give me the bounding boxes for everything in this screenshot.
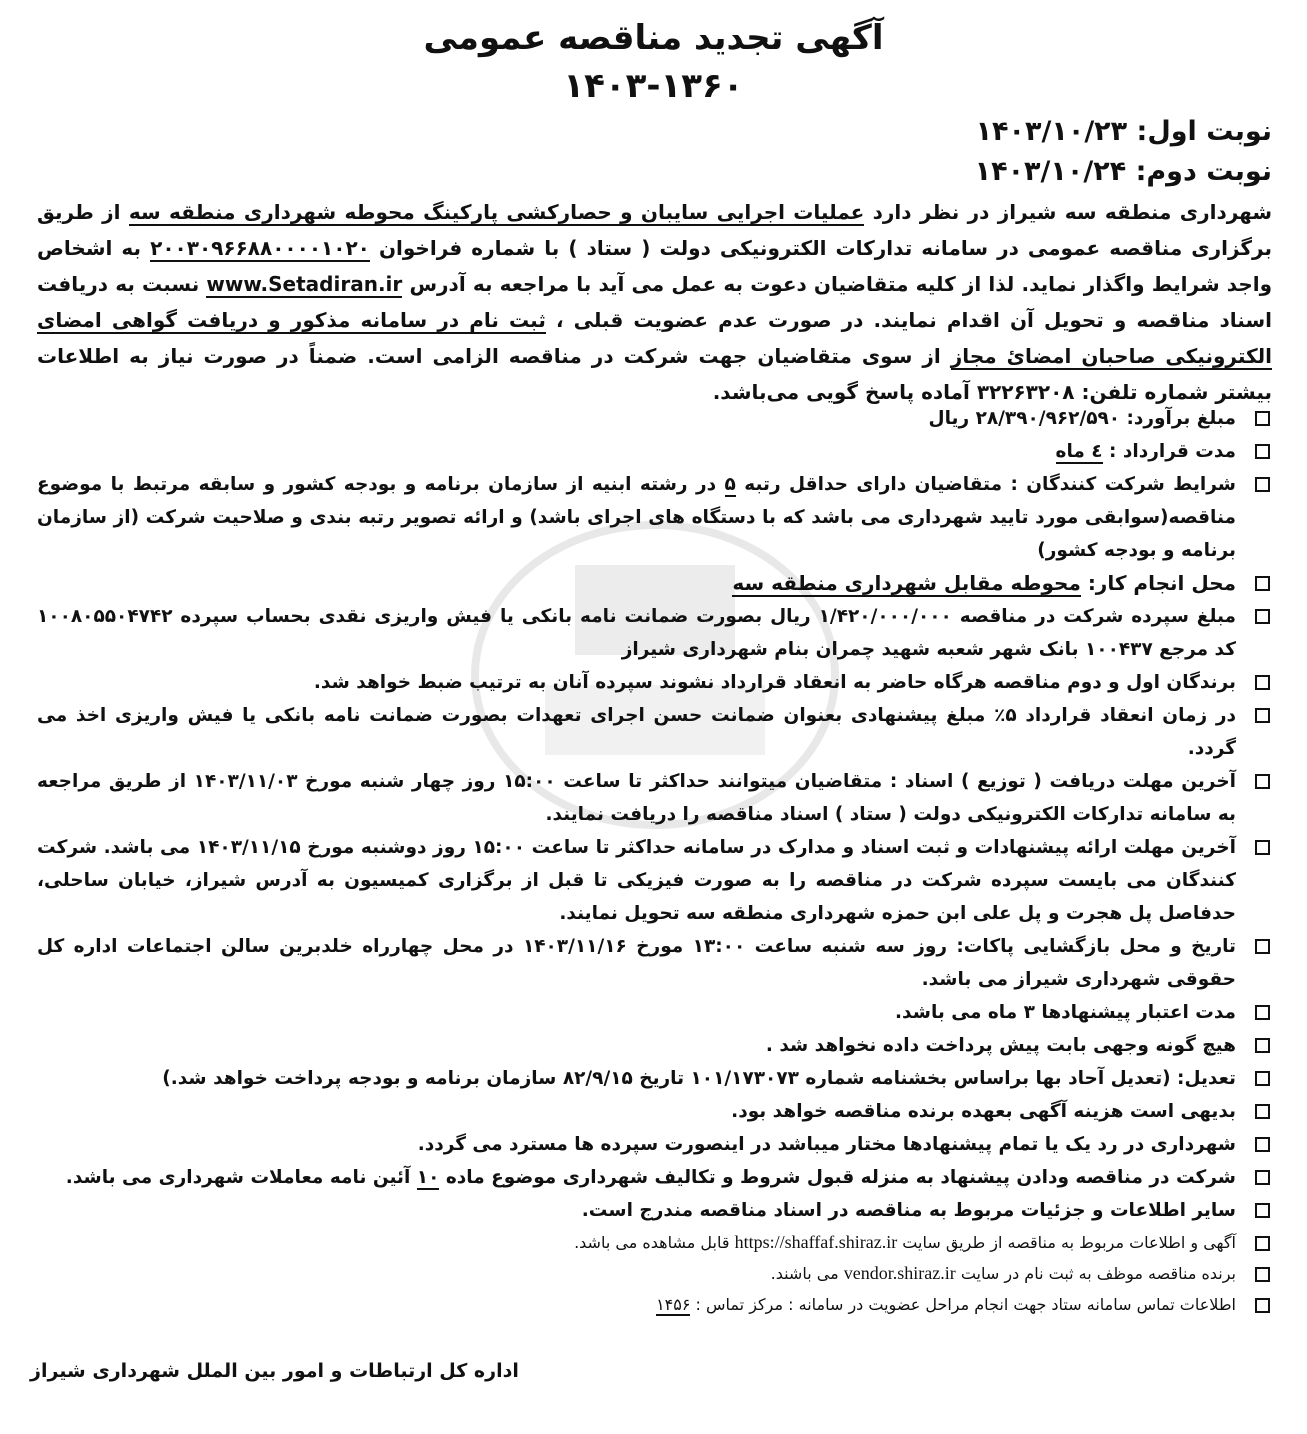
second-publication-value: ۱۴۰۳/۱۰/۲۴ [974,156,1127,187]
deposit-text: مبلغ سپرده شرکت در مناقصه ۱/۴۲۰/۰۰۰/۰۰۰ ریال بصورت ضمانت نامه بانکی یا فیش واریزی نقدی بحساب سپرده ۱۰۰۸۰۵۵۰۴۷۴۲ کد مرجع ۱۰۰۴۳۷ بانک شهر شعبه شهید چمران بنام شهرداری شیراز [37,606,1236,660]
list-item-deposit [37,600,1272,666]
footer-signature: اداره کل ارتباطات و امور بین الملل شهرداری شیراز [30,1360,519,1382]
location-value: محوطه مقابل شهرداری منطقه سه [732,571,1081,595]
conditions-list [37,402,1272,1320]
duration-label: مدت قرارداد : [1109,441,1236,462]
second-publication-date [975,154,1272,190]
checkbox-bullet-icon [1255,774,1270,789]
acceptance-text-1: شرکت در مناقصه ودادن پیشنهاد به منزله قبول شروط و تکالیف شهرداری موضوع ماده [445,1167,1236,1188]
checkbox-bullet-icon [1255,1137,1270,1152]
checkbox-bullet-icon [1255,1170,1270,1185]
guarantee-text: در زمان انعقاد قرارداد ۵٪ مبلغ پیشنهادی بعنوان ضمانت حسن اجرای تعهدات بصورت ضمانت نامه بانکی یا فیش واریزی اخذ می گردد. [37,705,1237,759]
intro-paragraph [37,194,1272,410]
opening-text: تاریخ و محل بازگشایی پاکات: روز سه شنبه ساعت ۱۳:۰۰ مورخ ۱۴۰۳/۱۱/۱۶ در محل چهارراه خلدبرین سالن اجتماعات اداره کل حقوقی شهرداری شیراز می باشد. [37,936,1237,990]
checkbox-bullet-icon [1255,1236,1270,1251]
second-publication-label: نوبت دوم: [1135,156,1272,187]
first-publication-date [976,114,1272,150]
reject-text: شهرداری در رد یک یا تمام پیشنهادها مختار میباشد در اینصورت سپرده ها مسترد می گردد. [417,1134,1236,1155]
first-publication-value: ۱۴۰۳/۱۰/۲۳ [975,116,1128,147]
tender-subject: عملیات اجرایی سایبان و حصارکشی پارکینگ محوطه شهرداری منطقه سه [128,200,865,224]
vendor-text-2: می باشند. [770,1264,839,1283]
checkbox-bullet-icon [1255,609,1270,624]
checkbox-bullet-icon [1255,1267,1270,1282]
checkbox-bullet-icon [1255,1071,1270,1086]
checkbox-bullet-icon [1255,411,1270,426]
article-number: ۱۰ [416,1167,440,1188]
checkbox-bullet-icon [1255,444,1270,459]
list-item-vendor [37,1258,1272,1289]
list-item-ad-cost [37,1095,1272,1128]
contact-text: اطلاعات تماس سامانه ستاد جهت انجام مراحل عضویت در سامانه : مرکز تماس : [695,1295,1236,1314]
registration-requirement: ثبت نام در سامانه مذکور و دریافت گواهی امضای الکترونیکی صاحبان امضائ مجاز [37,308,1273,368]
checkbox-bullet-icon [1255,708,1270,723]
vendor-site-link[interactable]: vendor.shiraz.ir [843,1263,956,1283]
winners-text: برندگان اول و دوم مناقصه هرگاه حاضر به انعقاد قرارداد نشوند سپرده آنان به ترتیب ضبط خواهد شد. [313,672,1236,693]
list-item-opening [37,930,1272,996]
checkbox-bullet-icon [1255,840,1270,855]
checkbox-bullet-icon [1255,1203,1270,1218]
submit-deadline-text: آخرین مهلت ارائه پیشنهادات و ثبت اسناد و مدارک در سامانه حداکثر تا ساعت ۱۵:۰۰ روز دوشنبه مورخ ۱۴۰۳/۱۱/۱۵ می باشد. شرکت کنندگان می بایست سپرده شرکت در مناقصه را به صورت فیزیکی تا قبل از برگزاری کمیسیون به آدرس شیراز، خیابان ساحلی، حدفاصل پل هجرت و پل علی ابن حمزه شهرداری منطقه سه تحویل نمایند. [37,837,1236,924]
site-text-1: آگهی و اطلاعات مربوط به مناقصه از طریق سایت [902,1233,1236,1252]
list-item-location [37,567,1272,600]
list-item-other-info [37,1194,1272,1227]
ad-cost-text: بدیهی است هزینه آگهی بعهده برنده مناقصه خواهد بود. [731,1101,1236,1122]
first-publication-label: نوبت اول: [1136,116,1272,147]
list-item-submit-deadline [37,831,1272,930]
intro-text-1: شهرداری منطقه سه شیراز در نظر دارد [872,200,1273,224]
intro-text-3: به اشخاص واجد شرایط واگذار نماید. لذا از کلیه متقاضیان دعوت به عمل می آید با مراجعه به آدرس [37,236,1273,296]
intro-text-4: نسبت به دریافت اسناد مناقصه و تحویل آن اقدام نمایند. در صورت عدم عضویت قبلی ، [37,272,1272,332]
contact-number: ۱۴۵۶ [656,1295,691,1314]
receive-deadline-text: آخرین مهلت دریافت ( توزیع ) اسناد : متقاضیان میتوانند حداکثر تا ساعت ۱۵:۰۰ روز چهار شنبه مورخ ۱۴۰۳/۱۱/۰۳ از طریق مراجعه به سامانه تدارکات الکترونیکی دولت ( ستاد ) اسناد مناقصه را دریافت نمایند. [37,771,1236,825]
list-item-adjustment [37,1062,1272,1095]
checkbox-bullet-icon [1255,675,1270,690]
checkbox-bullet-icon [1255,576,1270,591]
list-item-validity [37,996,1272,1029]
conditions-text-1: شرایط شرکت کنندگان : متقاضیان دارای حداقل رتبه [744,474,1236,495]
acceptance-text-2: آئین نامه معاملات شهرداری می باشد. [65,1167,411,1188]
notice-title: آگهی تجدید مناقصه عمومی [423,18,884,58]
intro-text-5: از سوی متقاضیان جهت شرکت در مناقصه الزامی است. ضمناً در صورت نیاز به اطلاعات بیشتر شماره تلفن: ۳۲۲۶۳۲۰۸ آماده پاسخ گویی می‌باشد. [37,344,1272,404]
other-info-text: سایر اطلاعات و جزئیات مربوط به مناقصه در اسناد مناقصه مندرج است. [581,1200,1236,1221]
list-item-acceptance [37,1161,1272,1194]
list-item-estimate [37,402,1272,435]
list-item-reject [37,1128,1272,1161]
call-number: ۲۰۰۳۰۹۶۶۸۸۰۰۰۰۱۰۲۰ [150,236,370,260]
location-label: محل انجام کار: [1087,571,1236,595]
checkbox-bullet-icon [1255,477,1270,492]
conditions-text-2: در رشته ابنیه از سازمان برنامه و بودجه کشور و سابقه مرتبط با موضوع مناقصه(سوابقی مورد تایید شهرداری می باشد که با دستگاه های اجرای باشد) و ارائه تصویر رتبه بندی و صلاحیت شرکت (از سازمان برنامه و بودجه کشور) [37,474,1236,561]
checkbox-bullet-icon [1255,1038,1270,1053]
notice-number: ۱۴۰۳-۱۳۶۰ [563,66,744,106]
validity-text: مدت اعتبار پیشنهادها ۳ ماه می باشد. [895,1002,1236,1023]
list-item-receive-deadline [37,765,1272,831]
list-item-prepayment [37,1029,1272,1062]
checkbox-bullet-icon [1255,1104,1270,1119]
duration-value: ٤ ماه [1055,441,1103,462]
minimum-rank: ۵ [724,474,736,495]
prepayment-text: هیچ گونه وجهی بابت پیش پرداخت داده نخواهد شد . [765,1035,1236,1056]
adjustment-text: تعدیل: (تعدیل آحاد بها براساس بخشنامه شماره ۱۰۱/۱۷۳۰۷۳ تاریخ ۸۲/۹/۱۵ سازمان برنامه و بودجه پرداخت خواهد شد.) [162,1068,1236,1089]
shaffaf-site-link[interactable]: https://shaffaf.shiraz.ir [734,1232,898,1252]
vendor-text-1: برنده مناقصه موظف به ثبت نام در سایت [960,1264,1236,1283]
list-item-guarantee [37,699,1272,765]
checkbox-bullet-icon [1255,939,1270,954]
list-item-duration [37,435,1272,468]
list-item-winners [37,666,1272,699]
setad-website-link[interactable]: www.Setadiran.ir [206,272,403,296]
list-item-site [37,1227,1272,1258]
intro-text-2: از طریق برگزاری مناقصه عمومی در سامانه تدارکات الکترونیکی دولت ( ستاد ) با شماره فراخوان [37,200,1272,260]
checkbox-bullet-icon [1255,1005,1270,1020]
list-item-contact [37,1289,1272,1320]
checkbox-bullet-icon [1255,1298,1270,1313]
site-text-2: قابل مشاهده می باشد. [574,1233,730,1252]
estimate-text: مبلغ برآورد: ۲۸/۳۹۰/۹۶۲/۵۹۰ ریال [928,408,1236,429]
list-item-conditions [37,468,1272,567]
